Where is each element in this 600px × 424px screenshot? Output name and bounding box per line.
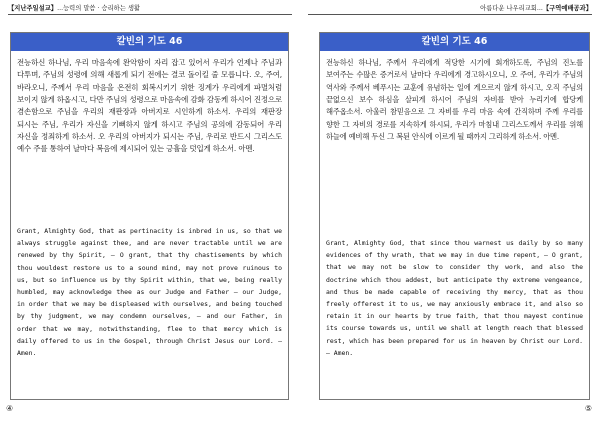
- right-header-subtitle: 아름다운 나우리교회...: [480, 5, 543, 12]
- right-header-rule: [308, 14, 592, 15]
- left-english-prayer: Grant, Almighty God, that as pertinacity is inbred in us, so that we always struggle against thee, and are never tractable until we are renewed by thy Spirit, — O grant, that thy chastisements by which thou wouldest restore us to a sound mind, may not prove ruinous to us, but so influence us by thy Spirit within, that we, being really humbled, may acknowledge thee as our Judge and Father — our Judge, in order that we may be displeased with ourselves, and being touched by thy judgment, we may condemn ourselves, — and our Father, in order that we may, notwithstanding, flee to that mercy which is daily offered to us in the Gospel, through Christ Jesus our Lord. — Amen.: [17, 227, 282, 358]
- right-running-header: [480, 5, 592, 13]
- left-korean-prayer: 전능하신 하나님, 우리 마음속에 완악함이 자리 잡고 있어서 우리가 언제나 주님과 다투며, 주님의 성령에 의해 새롭게 되기 전에는 결코 돌이킬 줄 모릅니다. 오, 주여, 바라오니, 주께서 우리 마음을 온전히 회복시키기 위한 징계가 우리에게 파멸처럼 보이지 않게 하옵시고, 다만 주님의 성령으로 마음속에 감화 감동케 하시어 진정으로 겸손함으로 주님을 우리의 재판장과 아버지로 시인하게 하소서. 우리의 재판장 되시는 주님, 우리가 자신을 기뻐하지 않게 하시고 주님의 공의에 감동되어 우리 자신을 정죄하게 하소서. 오 우리의 아버지가 되시는 주님, 우리로 반드시 그리스도 예수 주를 통하여 날마다 복음에 제시되어 있는 긍휼을 덧입게 하소서. 아멘.: [17, 58, 282, 154]
- left-prayer-panel: [10, 32, 289, 400]
- right-header-series: 【구역예배공과】: [542, 5, 592, 12]
- right-prayer-title: 칼빈의 기도 46: [320, 33, 589, 51]
- left-running-header: [8, 5, 140, 13]
- left-page-number: ④: [6, 404, 14, 413]
- right-page-number: ⑤: [584, 404, 592, 413]
- right-english-prayer: Grant, Almighty God, that since thou warnest us daily by so many evidences of thy wrath, that we may in due time repent, — O grant, that we may not be slow to consider thy work, and also the doctrine which thou addest, but anticipate thy extreme vengeance, and thus be made capable of receiving thy mercy, that as thou freely offerest it to us, we may anxiously embrace it, and also so retain it in our hearts by true faith, that thou mayest continue its course towards us, until we shall at length reach that blessed rest, which has been prepared for us in heaven by Christ our Lord. — Amen.: [326, 239, 583, 357]
- left-prayer-title: 칼빈의 기도 46: [11, 33, 288, 51]
- right-page: [300, 0, 600, 424]
- left-header-series: 【지난주일설교】: [8, 5, 58, 12]
- left-header-subtitle: ...능력의 말씀 · 승리하는 생활: [57, 5, 141, 12]
- right-prayer-panel: [319, 32, 590, 400]
- right-korean-prayer: 전능하신 하나님, 주께서 우리에게 적당한 시기에 회개하도록, 주님의 진노를 보여주는 수많은 증거로서 날마다 우리에게 경고하시오니, 오 주여, 우리가 주님의 역사와 주께서 베푸시는 교훈에 유념하는 일에 게으르지 않게 하시고, 오직 주님의 끝없으신 보수 하심을 살피게 하시어 주님의 자비를 받아 누리기에 합당케 해주옵소서. 아울러 참믿음으로 그 자비를 우리 마음 속에 간직하며 주께 우리를 향한 그 자비의 경로를 지속하게 하시되, 우리가 마침내 그리스도께서 우리를 위해 하늘에 예비해 두신 그 복된 안식에 이르게 될 때까지 그리하게 하소서. 아멘.: [326, 58, 583, 142]
- left-header-rule: [8, 14, 292, 15]
